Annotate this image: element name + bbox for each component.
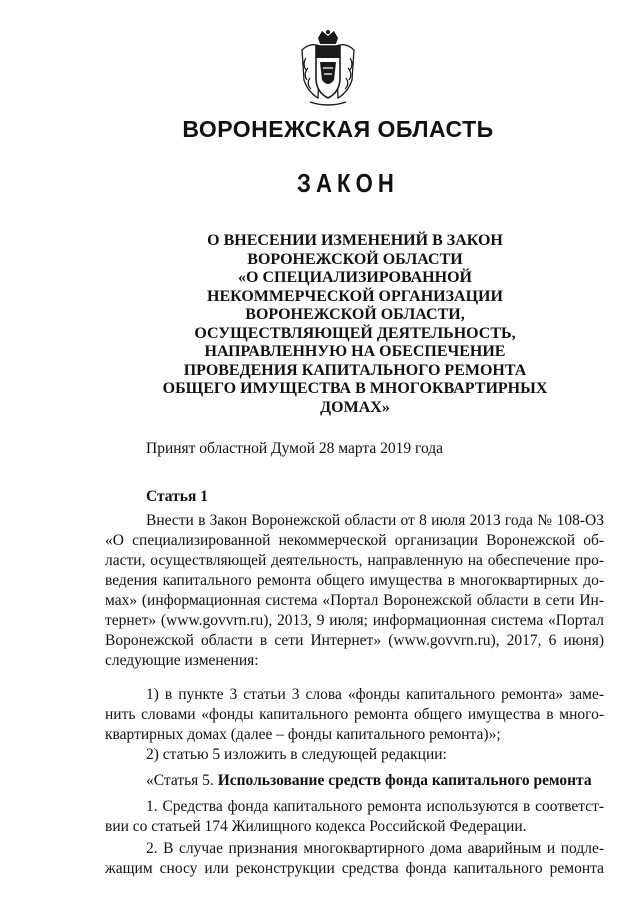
region-heading: ВОРОНЕЖСКАЯ ОБЛАСТЬ (182, 116, 494, 142)
adoption-date: Принят областной Думой 28 марта 2019 года (146, 440, 444, 457)
title-line: НАПРАВЛЕННУЮ НА ОБЕСПЕЧЕНИЕ (204, 343, 506, 360)
quoted-article-title: Использование средств фонда капитального ремонта (217, 772, 592, 789)
title-line: ОСУЩЕСТВЛЯЮЩЕЙ ДЕЯТЕЛЬНОСТЬ, (194, 324, 516, 342)
title-line: ДОМАХ» (320, 398, 390, 416)
title-line: НЕКОММЕРЧЕСКОЙ ОРГАНИЗАЦИИ (207, 287, 503, 305)
title-line: О ВНЕСЕНИИ ИЗМЕНЕНИЙ В ЗАКОН (207, 232, 503, 249)
article-heading: Статья 1 (146, 488, 208, 505)
title-line: ВОРОНЕЖСКОЙ ОБЛАСТИ (247, 250, 463, 268)
body-line: ведения капитального ремонта общего имущества в многоквартирных до- (105, 572, 604, 589)
body-line: Внести в Закон Воронежской области от 8 июля 2013 года № 108-ОЗ (146, 512, 604, 529)
body-line: «О специализированной некоммерческой организации Воронежской об- (105, 532, 604, 549)
law-title (160, 232, 550, 417)
title-line: ВОРОНЕЖСКОЙ ОБЛАСТИ, (245, 306, 465, 323)
body-line: тернет» (www.govvrn.ru), 2013, 9 июля; информационная система «Портал (105, 612, 604, 629)
document-type: ЗАКОН (297, 168, 399, 198)
title-line: ОБЩЕГО ИМУЩЕСТВА В МНОГОКВАРТИРНЫХ (162, 380, 548, 397)
quoted-article-prefix: «Статья 5. (146, 772, 218, 789)
body-line: ласти, осуществляющей деятельность, направленную на обеспечение про- (105, 552, 604, 569)
item-line: квартирных домах (далее – фонды капитального ремонта)»; (105, 726, 501, 743)
coat-of-arms-icon (296, 28, 360, 110)
body-line: Воронежской области в сети Интернет» (www.govvrn.ru), 2017, 6 июня) (105, 632, 604, 649)
paragraph-line: 1. Средства фонда капитального ремонта используются в соответст- (146, 798, 604, 815)
item-line: 2) статью 5 изложить в следующей редакции: (146, 746, 447, 763)
title-line: ПРОВЕДЕНИЯ КАПИТАЛЬНОГО РЕМОНТА (183, 361, 527, 379)
title-line: «О СПЕЦИАЛИЗИРОВАННОЙ (238, 269, 472, 286)
item-line: 1) в пункте 3 статьи 3 слова «фонды капитального ремонта» заме- (146, 686, 604, 703)
quoted-article-heading (146, 772, 592, 790)
paragraph-line: вии со статьей 174 Жилищного кодекса Российской Федерации. (105, 818, 527, 835)
paragraph-line: 2. В случае признания многоквартирного дома аварийным и подле- (146, 840, 604, 857)
body-line: мах» (информационная система «Портал Воронежской области в сети Ин- (105, 592, 604, 609)
body-line: следующие изменения: (105, 652, 259, 669)
item-line: нить словами «фонды капитального ремонта общего имущества в много- (105, 706, 604, 723)
paragraph-line: жащим сносу или реконструкции средства фонда капитального ремонта (105, 860, 604, 877)
